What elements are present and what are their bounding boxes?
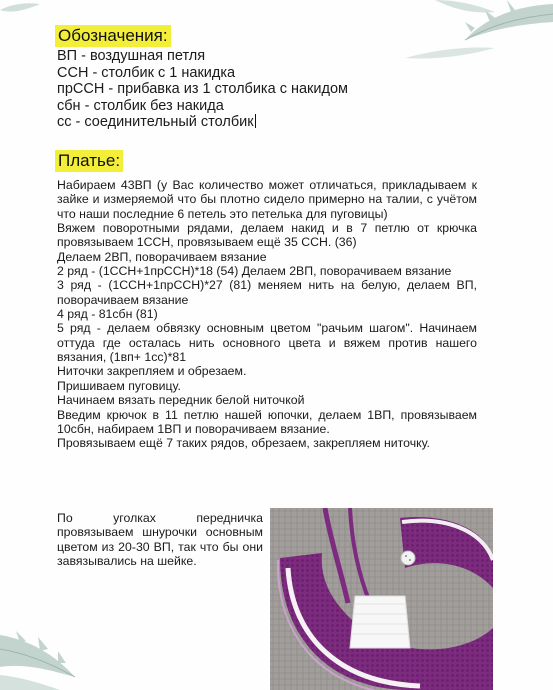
- instruction-paragraph: 4 ряд - 81сбн (81): [57, 307, 158, 322]
- instruction-paragraph: Вяжем поворотными рядами, делаем накид и в 7 петлю от крючка провязываем 1ССН, провязываем ещё 35 ССН. (36): [57, 221, 477, 250]
- legend-list: [57, 48, 437, 131]
- instruction-paragraph: Начинаем вязать передник белой ниточкой: [57, 393, 305, 408]
- instruction-paragraph: Провязываем ещё 7 таких рядов, обрезаем, закрепляем ниточку.: [57, 436, 430, 451]
- leaf-decoration-bottom-left: [0, 615, 120, 690]
- instruction-paragraph: По уголках передничка провязываем шнурочки основным цветом из 20-30 ВП, так что бы они завязывались на шейке.: [57, 511, 263, 569]
- crochet-dress-photo: [270, 508, 493, 690]
- instruction-paragraph: 2 ряд - (1ССН+1прССН)*18 (54) Делаем 2ВП, поворачиваем вязание: [57, 264, 452, 279]
- legend-item: ВП - воздушная петля: [57, 48, 206, 64]
- legend-item: прССН - прибавка из 1 столбика с накидом: [57, 81, 348, 98]
- legend-heading: Обозначения:: [55, 25, 171, 47]
- crochet-dress-illustration: [270, 508, 493, 690]
- instruction-paragraph: Введим крючок в 11 петлю нашей юпочки, делаем 1ВП, провязываем 10сбн, набираем 1ВП и поворачиваем вязание.: [57, 407, 477, 436]
- instruction-paragraph: Ниточки закрепляем и обрезаем.: [57, 364, 247, 379]
- legend-item-text: сс - соединительный столбик: [57, 114, 254, 131]
- dress-heading: Платье:: [55, 150, 123, 172]
- leaf-decoration-top-left: [0, 0, 40, 20]
- instruction-paragraph: 5 ряд - делаем обвязку основным цветом "рачьим шагом". Начинаем оттуда где осталась нить основного цвета и вяжем против нашего вязания, (1вп+ 1сс)*81: [57, 321, 477, 365]
- instruction-paragraph: Делаем 2ВП, поворачиваем вязание: [57, 249, 267, 264]
- instruction-paragraph: Набираем 43ВП (у Вас количество может отличаться, прикладываем к зайке и измеряемой что бы плотно сидело примерно на талии, с учётом что наши последние 6 петель это петелька для пуговицы): [57, 178, 477, 221]
- final-instruction: [57, 511, 263, 568]
- legend-item: ССН - столбик с 1 накидка: [57, 64, 236, 81]
- instruction-paragraph: 3 ряд - (1ССН+1прССН)*27 (81) меняем нить на белую, делаем ВП, поворачиваем вязание: [57, 278, 477, 307]
- instruction-paragraph: Пришиваем пуговицу.: [57, 378, 181, 393]
- legend-item: [57, 114, 437, 131]
- legend-item: сбн - столбик без накида: [57, 97, 224, 114]
- text-cursor: [255, 114, 257, 128]
- dress-instructions: [57, 178, 477, 451]
